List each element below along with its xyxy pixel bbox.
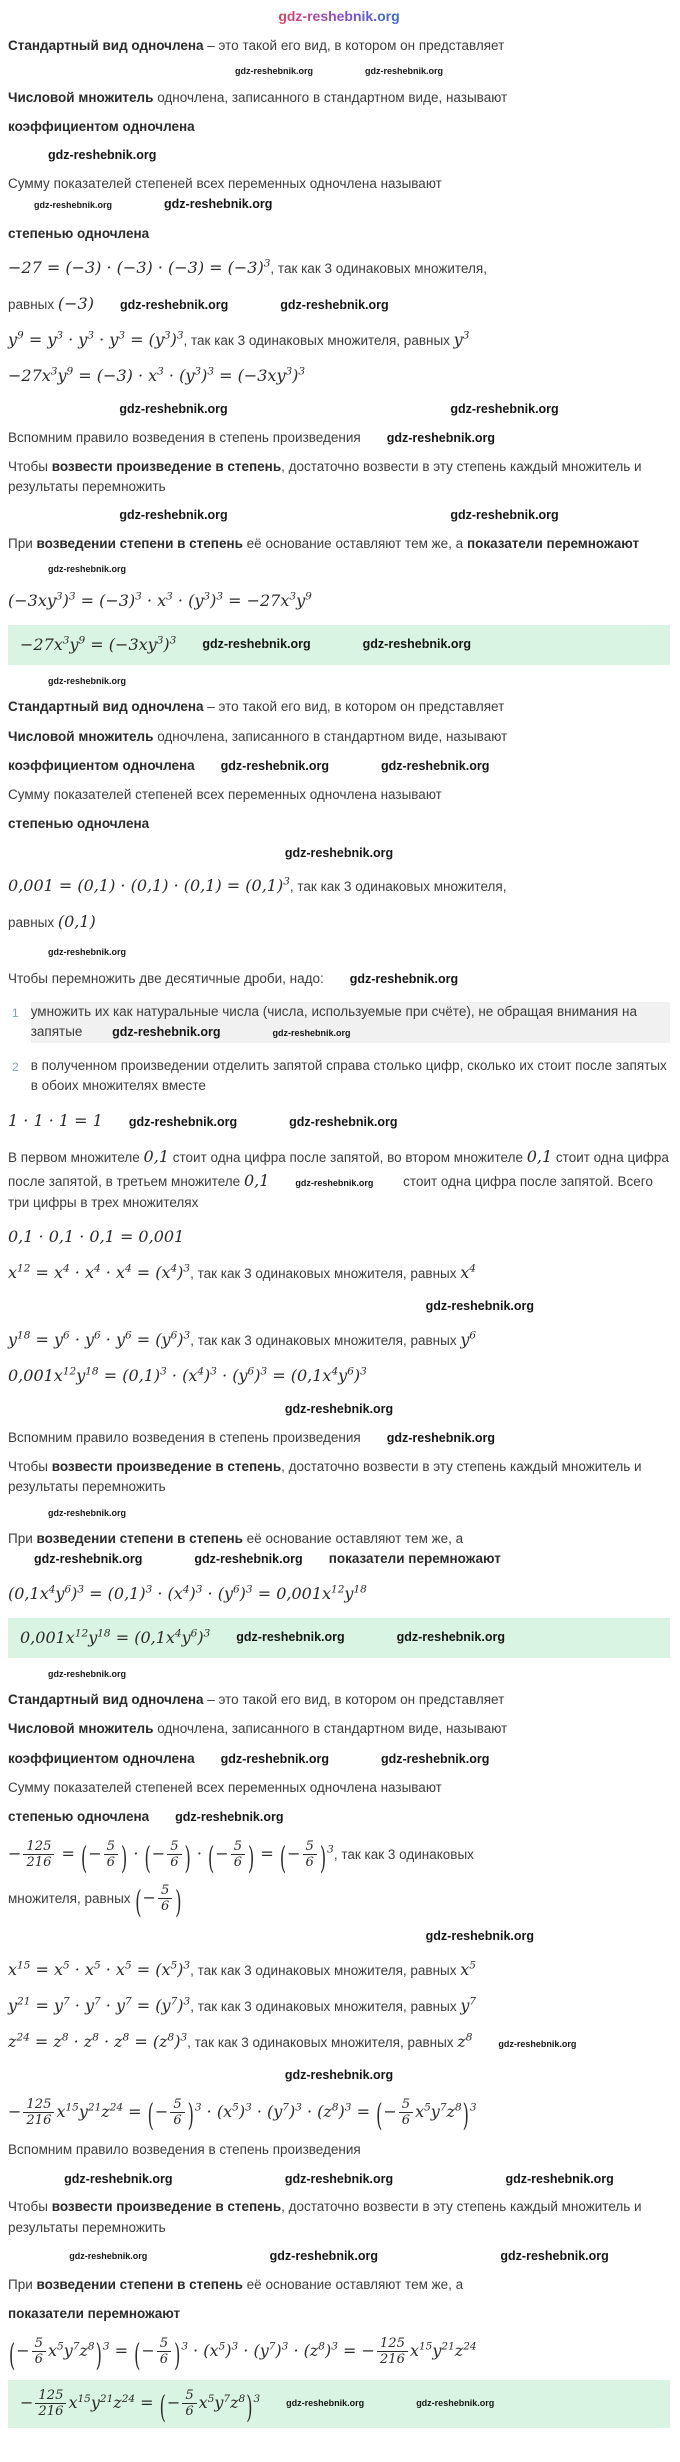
paragraph xyxy=(8,2304,670,2324)
text: При xyxy=(8,2276,37,2292)
watermark-line xyxy=(8,563,670,577)
text: множителя, равных xyxy=(8,1891,135,1907)
math-line xyxy=(8,589,670,613)
paragraph xyxy=(8,2275,670,2295)
math-line xyxy=(8,1109,670,1133)
watermark: gdz-reshebnik.org xyxy=(220,1751,329,1766)
list-number: 1 xyxy=(12,1006,19,1020)
text: , так как 3 одинаковых множителя, равных xyxy=(190,1333,461,1348)
text: В первом множителе xyxy=(8,1150,144,1165)
text: одночлена, записанного в стандартном виде, называют xyxy=(153,1721,508,1737)
big-paren-close: ) xyxy=(319,1840,327,1877)
list-item xyxy=(8,1056,670,1097)
bold-text: возвести произведение в степень xyxy=(51,2199,282,2215)
math-expression: (− $\frac{5}{6}$ $x^5y^7z^8)^3$ = (− $\frac{5}{6}$ )$^3 \cdot (x^5)^3 \cdot (y^7)^3 \cdot (z^8)^3$ = − $\frac{125}{216}$ $x^{15}y^{21}z^{24}$ xyxy=(8,2341,477,2360)
answer-highlight xyxy=(8,1618,670,1658)
fraction: $\frac{125}{216}$ xyxy=(23,2097,54,2128)
watermark-line xyxy=(8,506,670,525)
paragraph xyxy=(8,727,670,747)
text: Чтобы xyxy=(8,458,52,474)
math-line xyxy=(8,256,670,280)
watermark: gdz-reshebnik.org xyxy=(284,845,394,860)
bold-text: показатели перемножают xyxy=(328,1551,501,1567)
big-paren-open: ( xyxy=(208,1840,215,1877)
watermark: gdz-reshebnik.org xyxy=(234,66,313,77)
fraction: $\frac{5}{6}$ xyxy=(157,2336,171,2367)
big-paren-open: ( xyxy=(144,1840,151,1877)
watermark-line xyxy=(8,844,670,863)
big-paren-close: ) xyxy=(95,2337,102,2374)
watermark: gdz-reshebnik.org xyxy=(280,297,389,312)
watermark: gdz-reshebnik.org xyxy=(284,2171,394,2186)
watermark-line xyxy=(8,2170,670,2189)
fraction: $\frac{5}{6}$ xyxy=(170,2097,184,2128)
bold-text: показатели перемножают xyxy=(466,536,640,551)
math-expression: (−3) xyxy=(57,293,94,313)
watermark: gdz-reshebnik.org xyxy=(69,2250,148,2261)
text: стоит одна цифра после запятой, во втором множителе xyxy=(169,1150,527,1165)
text: Вспомним правило возведения в степень произведения xyxy=(8,429,361,445)
text: , достаточно возвести в эту степень каждый множитель и результаты перемножить xyxy=(8,1459,642,1495)
math-expression: $y^9 = y^3 \cdot y^3 \cdot y^3 = (y^3)^3$ xyxy=(8,329,184,349)
big-paren-open: ( xyxy=(147,2097,154,2134)
paragraph xyxy=(8,1428,670,1448)
bold-text: коэффициентом одночлена xyxy=(8,1750,195,1766)
watermark: gdz-reshebnik.org xyxy=(425,1299,534,1314)
text: Вспомним правило возведения в степень произведения xyxy=(8,1429,361,1445)
math-line xyxy=(8,1225,670,1249)
watermark-line xyxy=(8,1400,670,1419)
text: , так как 3 одинаковых множителя, xyxy=(270,260,487,276)
fraction: $\frac{5}{6}$ xyxy=(182,2388,196,2419)
bold-text: возведении степени в степень xyxy=(36,1531,243,1546)
text: Сумму показателей степеней всех переменных одночлена называют xyxy=(8,176,442,191)
big-paren-close: ) xyxy=(121,1840,128,1877)
watermark: gdz-reshebnik.org xyxy=(164,197,273,212)
math-expression: $0,001x^{12}y^{18} = (0,1x^4y^6)^3$ xyxy=(20,1627,211,1647)
paragraph xyxy=(8,457,670,498)
watermark: gdz-reshebnik.org xyxy=(48,148,157,163)
fraction: $\frac{5}{6}$ xyxy=(303,1839,317,1870)
text: , так как 3 одинаковых множителя, равных xyxy=(190,1998,461,2014)
paragraph xyxy=(8,36,670,56)
math-line xyxy=(8,1839,670,1877)
watermark: gdz-reshebnik.org xyxy=(349,971,459,986)
big-paren-close: ) xyxy=(174,2337,181,2374)
math-line xyxy=(8,1364,670,1388)
math-expression: (− $\frac{5}{6}$ ) xyxy=(134,1888,182,1907)
math-expression: $y^6$ xyxy=(460,1329,477,1349)
fraction: $\frac{5}{6}$ xyxy=(158,1883,172,1914)
fraction: $\frac{5}{6}$ xyxy=(167,1839,181,1870)
text: , достаточно возвести в эту степень каждый множитель и результаты перемножить xyxy=(8,458,642,494)
math-line xyxy=(8,1883,670,1921)
paragraph xyxy=(8,1529,670,1570)
watermark: gdz-reshebnik.org xyxy=(112,1025,221,1040)
math-expression: $-27x^3y^9 = (-3) \cdot x^3 \cdot (y^3)^3 = (-3xy^3)^3$ xyxy=(8,365,306,385)
text: , достаточно возвести в эту степень каждый множитель и результаты перемножить xyxy=(8,2199,642,2235)
text: При xyxy=(8,1531,37,1546)
text: в полученном произведении отделить запятой справа столько цифр, сколько их стоит после запятых в обоих множителях вместе xyxy=(30,1057,667,1093)
watermark: gdz-reshebnik.org xyxy=(362,637,471,652)
big-paren-close: ) xyxy=(246,2388,253,2426)
watermark: gdz-reshebnik.org xyxy=(500,2248,609,2263)
text: , так как 3 одинаковых xyxy=(333,1847,474,1863)
bold-text: возведении степени в степень xyxy=(36,2276,243,2292)
bold-text: возвести произведение в степень xyxy=(51,458,282,474)
text: её основание оставляют тем же, а xyxy=(242,1531,464,1546)
math-expression: $x^{15} = x^5 \cdot x^5 \cdot x^5 = (x^5)^3$ xyxy=(8,1959,191,1979)
watermark-line xyxy=(8,946,670,960)
math-expression: $y^3$ xyxy=(453,329,470,349)
text: , так как 3 одинаковых множителя, xyxy=(289,879,507,895)
text: Сумму показателей степеней всех переменных одночлена называют xyxy=(8,787,442,802)
answer-highlight xyxy=(8,625,670,665)
answer-highlight xyxy=(8,2380,670,2428)
watermark: gdz-reshebnik.org xyxy=(450,508,559,523)
math-expression: − $\frac{125}{216}$ $x^{15}y^{21}z^{24}$ = (− $\frac{5}{6}$ $x^5y^7z^8)^3$ xyxy=(20,2388,260,2420)
paragraph xyxy=(8,117,670,137)
big-paren-close: ) xyxy=(248,1840,255,1877)
site-watermark-logo: gdz-reshebnik.org xyxy=(278,6,399,27)
text: одночлена, записанного в стандартном виде, называют xyxy=(153,728,508,744)
paragraph xyxy=(8,1719,670,1739)
watermark: gdz-reshebnik.org xyxy=(416,2398,495,2409)
math-expression: $0,001x^{12}y^{18} = (0,1)^3 \cdot (x^4)^3 \cdot (y^6)^3 = (0,1x^4y^6)^3$ xyxy=(8,1365,367,1385)
watermark: gdz-reshebnik.org xyxy=(396,1630,505,1645)
fraction: $\frac{5}{6}$ xyxy=(231,1839,245,1870)
big-paren-open: ( xyxy=(135,1884,142,1921)
bold-text: возвести произведение в степень xyxy=(51,1459,282,1474)
math-expression: $z^{24} = z^8 \cdot z^8 \cdot z^8 = (z^8)^3$ xyxy=(8,2031,188,2051)
paragraph xyxy=(8,1457,670,1498)
watermark: gdz-reshebnik.org xyxy=(498,2038,577,2049)
watermark-line xyxy=(8,146,670,165)
math-expression: 1 · 1 · 1 = 1 xyxy=(8,1111,103,1130)
watermark: gdz-reshebnik.org xyxy=(286,2398,365,2409)
paragraph xyxy=(8,1690,670,1710)
site-logo xyxy=(8,6,670,27)
big-paren-close: ) xyxy=(175,1884,182,1921)
math-line xyxy=(8,1582,670,1606)
watermark-line xyxy=(8,2247,670,2266)
watermark-line xyxy=(8,400,670,419)
math-expression: 0,1 xyxy=(243,1171,270,1190)
math-line xyxy=(8,910,670,934)
text: умножить их как натуральные числа (числа, используемые при счёте), не обращая внимания на запятые xyxy=(30,1004,637,1040)
watermark: gdz-reshebnik.org xyxy=(119,401,228,416)
bold-text: Стандартный вид одночлена xyxy=(8,699,204,715)
big-paren-open: ( xyxy=(159,2388,166,2426)
math-expression: $(0,1x^4y^6)^3 = (0,1)^3 \cdot (x^4)^3 \cdot (y^6)^3 = 0,001x^{12}y^{18}$ xyxy=(8,1583,367,1603)
watermark: gdz-reshebnik.org xyxy=(386,1430,496,1445)
watermark: gdz-reshebnik.org xyxy=(48,1668,127,1679)
watermark: gdz-reshebnik.org xyxy=(380,758,490,773)
math-expression: $z^8$ xyxy=(457,2031,473,2051)
big-paren-open: ( xyxy=(134,2337,141,2374)
watermark: gdz-reshebnik.org xyxy=(128,1115,238,1129)
list-item-text xyxy=(31,1002,670,1043)
text: Чтобы xyxy=(8,2199,52,2215)
paragraph xyxy=(8,814,670,834)
list-item xyxy=(8,1002,670,1043)
math-expression: $y^{21} = y^7 \cdot y^7 \cdot y^7 = (y^7)^3$ xyxy=(8,1995,191,2015)
math-line xyxy=(8,1261,670,1285)
watermark: gdz-reshebnik.org xyxy=(34,200,113,211)
math-expression: $(-3xy^3)^3 = (-3)^3 \cdot x^3 \cdot (y^3)^3 = -27x^3y^9$ xyxy=(8,590,312,610)
watermark: gdz-reshebnik.org xyxy=(284,2067,394,2082)
bold-text: коэффициентом одночлена xyxy=(8,757,195,773)
watermark-line xyxy=(8,1297,670,1316)
watermark: gdz-reshebnik.org xyxy=(220,758,329,773)
text: равных xyxy=(8,915,58,931)
fraction: $\frac{5}{6}$ xyxy=(399,2097,413,2128)
text: Сумму показателей степеней всех переменных одночлена называют xyxy=(8,1779,442,1795)
bold-text: степенью одночлена xyxy=(8,225,150,241)
text: – это такой его вид, в котором он представляет xyxy=(203,699,505,715)
big-paren-close: ) xyxy=(184,1840,191,1877)
big-paren-open: ( xyxy=(279,1840,287,1877)
text: её основание оставляют тем же, а xyxy=(242,2276,464,2292)
watermark-line xyxy=(8,2066,670,2085)
math-expression: $-27 = (-3) \cdot (-3) \cdot (-3) = (-3)^3$ xyxy=(8,257,271,277)
bold-text: Стандартный вид одночлена xyxy=(8,38,204,53)
text: , так как 3 одинаковых множителя, равных xyxy=(187,2034,458,2050)
math-expression: $y^7$ xyxy=(460,1995,477,2015)
watermark: gdz-reshebnik.org xyxy=(119,297,229,312)
math-expression: $-27x^3y^9 = (-3xy^3)^3$ xyxy=(20,634,177,654)
fraction: $\frac{125}{216}$ xyxy=(377,2336,408,2367)
watermark: gdz-reshebnik.org xyxy=(236,1630,345,1645)
watermark: gdz-reshebnik.org xyxy=(284,1402,394,1416)
watermark: gdz-reshebnik.org xyxy=(175,1810,284,1824)
fraction: $\frac{5}{6}$ xyxy=(104,1839,118,1870)
watermark: gdz-reshebnik.org xyxy=(295,1178,374,1188)
paragraph xyxy=(8,534,670,554)
watermark: gdz-reshebnik.org xyxy=(202,637,311,652)
math-expression: $x^{12} = x^4 \cdot x^4 \cdot x^4 = (x^4)^3$ xyxy=(8,1262,191,1283)
math-line xyxy=(8,1958,670,1982)
watermark: gdz-reshebnik.org xyxy=(450,401,559,416)
math-expression: $x^5$ xyxy=(460,1959,476,1979)
bold-text: Числовой множитель xyxy=(8,1721,154,1737)
math-expression: 0,1 xyxy=(143,1147,169,1166)
text: равных xyxy=(8,296,58,312)
text: Вспомним правило возведения в степень произведения xyxy=(8,2142,361,2158)
watermark: gdz-reshebnik.org xyxy=(34,1552,143,1567)
paragraph xyxy=(8,224,670,244)
watermark-line xyxy=(8,1668,670,1682)
bold-text: Числовой множитель xyxy=(8,728,154,744)
paragraph xyxy=(8,756,670,776)
math-expression: 0,1 · 0,1 · 0,1 = 0,001 xyxy=(8,1227,185,1247)
watermark: gdz-reshebnik.org xyxy=(194,1552,303,1567)
fraction: $\frac{125}{216}$ xyxy=(35,2388,66,2419)
text: её основание оставляют тем же, а xyxy=(242,536,467,551)
text: стоит одна цифра после запятой, в третьем множителе xyxy=(8,1150,669,1189)
paragraph xyxy=(8,174,670,215)
text: стоит одна цифра после запятой. Всего три цифры в трех множителях xyxy=(8,1174,653,1210)
watermark-line xyxy=(8,675,670,689)
math-line xyxy=(8,364,670,388)
math-line xyxy=(8,2336,670,2374)
paragraph xyxy=(8,88,670,108)
paragraph xyxy=(8,1778,670,1798)
fraction: $\frac{125}{216}$ xyxy=(23,1839,54,1870)
text: – это такой его вид, в котором он представляет xyxy=(203,38,505,53)
math-expression: $0,001 = (0,1) \cdot (0,1) \cdot (0,1) = (0,1)^3$ xyxy=(8,875,290,896)
math-line xyxy=(8,2096,670,2134)
math-expression: − $\frac{125}{216}$ $x^{15}y^{21}z^{24}$ = (− $\frac{5}{6}$ )$^3 \cdot (x^5)^3 \cdot (y^7)^3 \cdot (z^8)^3$ = (− $\frac{5}{6}$ $x^5y^7z^8)^3$ xyxy=(8,2102,477,2121)
watermark: gdz-reshebnik.org xyxy=(269,2248,378,2263)
watermark-line xyxy=(8,1507,670,1521)
watermark: gdz-reshebnik.org xyxy=(289,1115,398,1129)
text: Чтобы xyxy=(8,1459,52,1474)
paragraph xyxy=(8,1749,670,1769)
math-expression: (0,1) xyxy=(57,912,96,932)
watermark: gdz-reshebnik.org xyxy=(386,430,496,445)
text: Чтобы перемножить две десятичные дроби, надо: xyxy=(8,970,324,986)
paragraph xyxy=(8,785,670,805)
watermark: gdz-reshebnik.org xyxy=(380,1751,490,1766)
list-number: 2 xyxy=(12,1059,19,1074)
big-paren-open: ( xyxy=(9,2337,16,2374)
watermark: gdz-reshebnik.org xyxy=(64,2171,173,2186)
watermark: gdz-reshebnik.org xyxy=(119,508,228,523)
fraction: $\frac{5}{6}$ xyxy=(32,2336,46,2367)
paragraph xyxy=(8,1145,670,1213)
math-expression: 0,1 xyxy=(526,1147,553,1166)
watermark: gdz-reshebnik.org xyxy=(425,1929,534,1944)
math-line xyxy=(8,1328,670,1352)
math-line xyxy=(8,1994,670,2018)
text: , так как 3 одинаковых множителя, равных xyxy=(190,1962,461,1978)
bold-text: коэффициентом одночлена xyxy=(8,119,195,134)
math-line xyxy=(8,2030,670,2054)
paragraph xyxy=(8,428,670,448)
bold-text: показатели перемножают xyxy=(8,2305,181,2321)
watermark: gdz-reshebnik.org xyxy=(48,1507,127,1518)
watermark: gdz-reshebnik.org xyxy=(505,2171,614,2186)
bold-text: возведении степени в степень xyxy=(36,536,243,551)
watermark: gdz-reshebnik.org xyxy=(48,564,127,575)
text: – это такой его вид, в котором он представляет xyxy=(203,1692,505,1707)
paragraph xyxy=(8,2197,670,2238)
big-paren-open: ( xyxy=(376,2097,383,2134)
paragraph xyxy=(8,1807,670,1827)
paragraph xyxy=(8,697,670,717)
math-expression: $x^4$ xyxy=(460,1262,476,1283)
math-line xyxy=(8,328,670,352)
text: , так как 3 одинаковых множителя, равных xyxy=(183,332,454,348)
watermark: gdz-reshebnik.org xyxy=(48,947,127,958)
text: При xyxy=(8,536,37,551)
big-paren-close: ) xyxy=(187,2097,194,2134)
math-line xyxy=(8,292,670,316)
math-expression: − $\frac{125}{216}$ = (− $\frac{5}{6}$ ) · (− $\frac{5}{6}$ ) · (− $\frac{5}{6}$ ) = (− $\frac{5}{6}$ )$^3$ xyxy=(8,1844,334,1863)
bold-text: степенью одночлена xyxy=(8,1809,150,1824)
text: одночлена, записанного в стандартном виде, называют xyxy=(153,89,508,105)
bold-text: Числовой множитель xyxy=(8,89,154,105)
bold-text: Стандартный вид одночлена xyxy=(8,1692,204,1707)
big-paren-open: ( xyxy=(81,1840,88,1877)
watermark-line xyxy=(8,1927,670,1946)
text: , так как 3 одинаковых множителя, равных xyxy=(190,1266,461,1282)
watermark: gdz-reshebnik.org xyxy=(272,1028,351,1039)
watermark: gdz-reshebnik.org xyxy=(365,66,444,77)
watermark: gdz-reshebnik.org xyxy=(48,675,127,686)
math-expression: $y^{18} = y^6 \cdot y^6 \cdot y^6 = (y^6)^3$ xyxy=(8,1329,191,1349)
math-line xyxy=(8,874,670,898)
paragraph xyxy=(8,2140,670,2160)
bold-text: степенью одночлена xyxy=(8,816,150,832)
big-paren-close: ) xyxy=(462,2097,469,2134)
paragraph xyxy=(8,969,670,989)
list-item-text xyxy=(31,1056,670,1097)
watermark-line xyxy=(8,65,670,79)
